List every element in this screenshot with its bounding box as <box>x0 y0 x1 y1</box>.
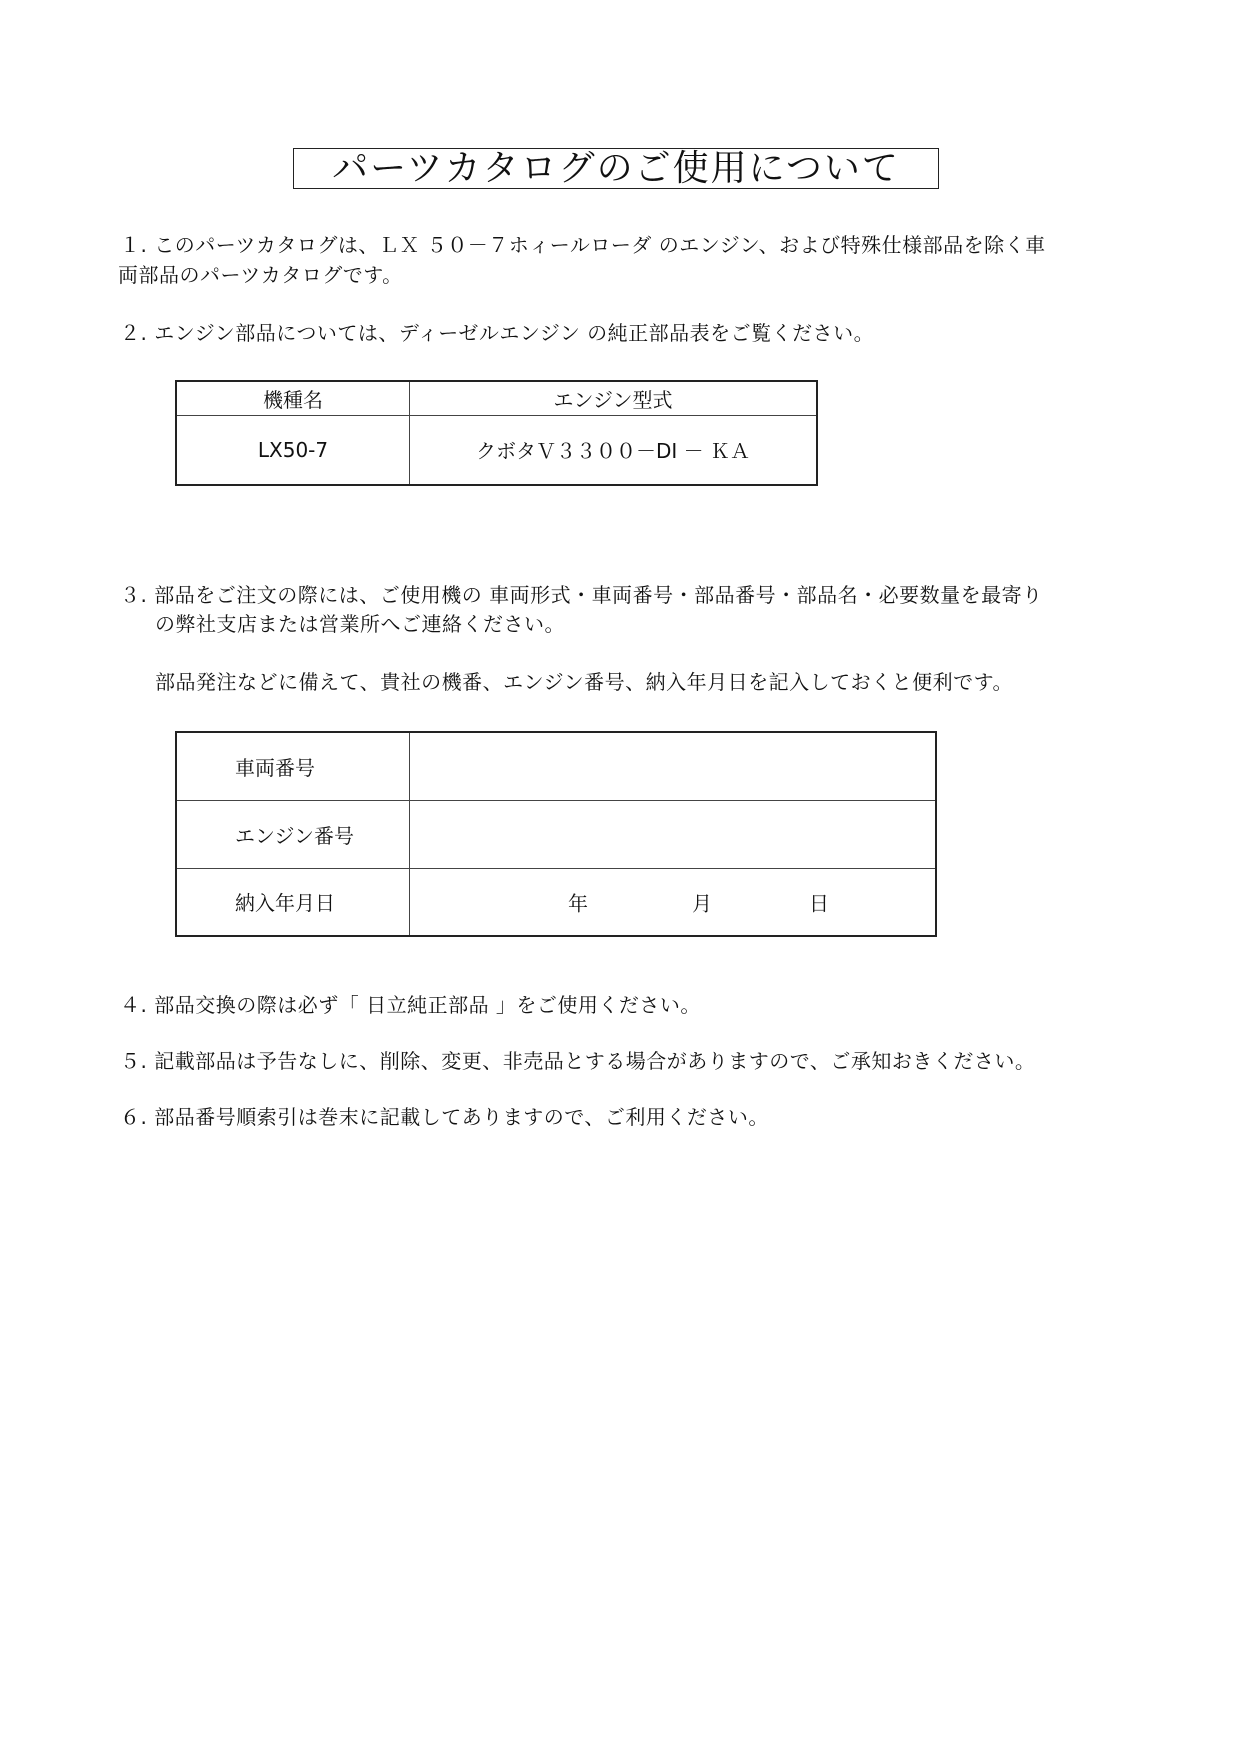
date-year-unit: 年 <box>568 891 588 916</box>
record-label-engine-number: エンジン番号 <box>176 800 410 868</box>
engine-table-header-engine: エンジン型式 <box>410 381 818 415</box>
item-5: ５. 記載部品は予告なしに、削除、変更、非売品とする場合がありますので、ご承知おきください。 <box>120 1049 1036 1073</box>
engine-table-header-model: 機種名 <box>176 381 410 415</box>
item-3-line-1: ３. 部品をご注文の際には、ご使用機の 車両形式・車両番号・部品番号・部品名・必要数量を最寄り <box>120 583 1043 607</box>
item-2: ２. エンジン部品については、ディーゼルエンジン の純正部品表をご覧ください。 <box>120 321 875 345</box>
item-1-line-1: １. このパーツカタログは、ＬＸ ５０－７ホィールローダ のエンジン、および特殊仕様部品を除く車 <box>120 233 1046 257</box>
engine-table-cell-engine: クボタＶ３３００－DI － ＫＡ <box>410 415 818 485</box>
item-3-line-2: の弊社支店または営業所へご連絡ください。 <box>155 612 565 636</box>
date-month-unit: 月 <box>692 891 712 916</box>
record-value-engine-number[interactable] <box>410 800 937 868</box>
record-label-delivery-date: 納入年月日 <box>176 868 410 936</box>
record-label-vehicle-number: 車両番号 <box>176 732 410 800</box>
record-value-vehicle-number[interactable] <box>410 732 937 800</box>
record-value-delivery-date[interactable] <box>410 868 937 936</box>
item-3-note: 部品発注などに備えて、貴社の機番、エンジン番号、納入年月日を記入しておくと便利です。 <box>155 670 1013 694</box>
engine-table-cell-model: LX50-7 <box>176 415 410 485</box>
page-title: パーツカタログのご使用について <box>293 148 939 189</box>
item-4: ４. 部品交換の際は必ず「 日立純正部品 」をご使用ください。 <box>120 993 701 1017</box>
record-table <box>175 731 937 937</box>
date-day-unit: 日 <box>809 891 829 916</box>
engine-table <box>175 380 818 486</box>
item-1-line-2: 両部品のパーツカタログです。 <box>118 263 403 287</box>
item-6: ６. 部品番号順索引は巻末に記載してありますので、ご利用ください。 <box>120 1105 769 1129</box>
